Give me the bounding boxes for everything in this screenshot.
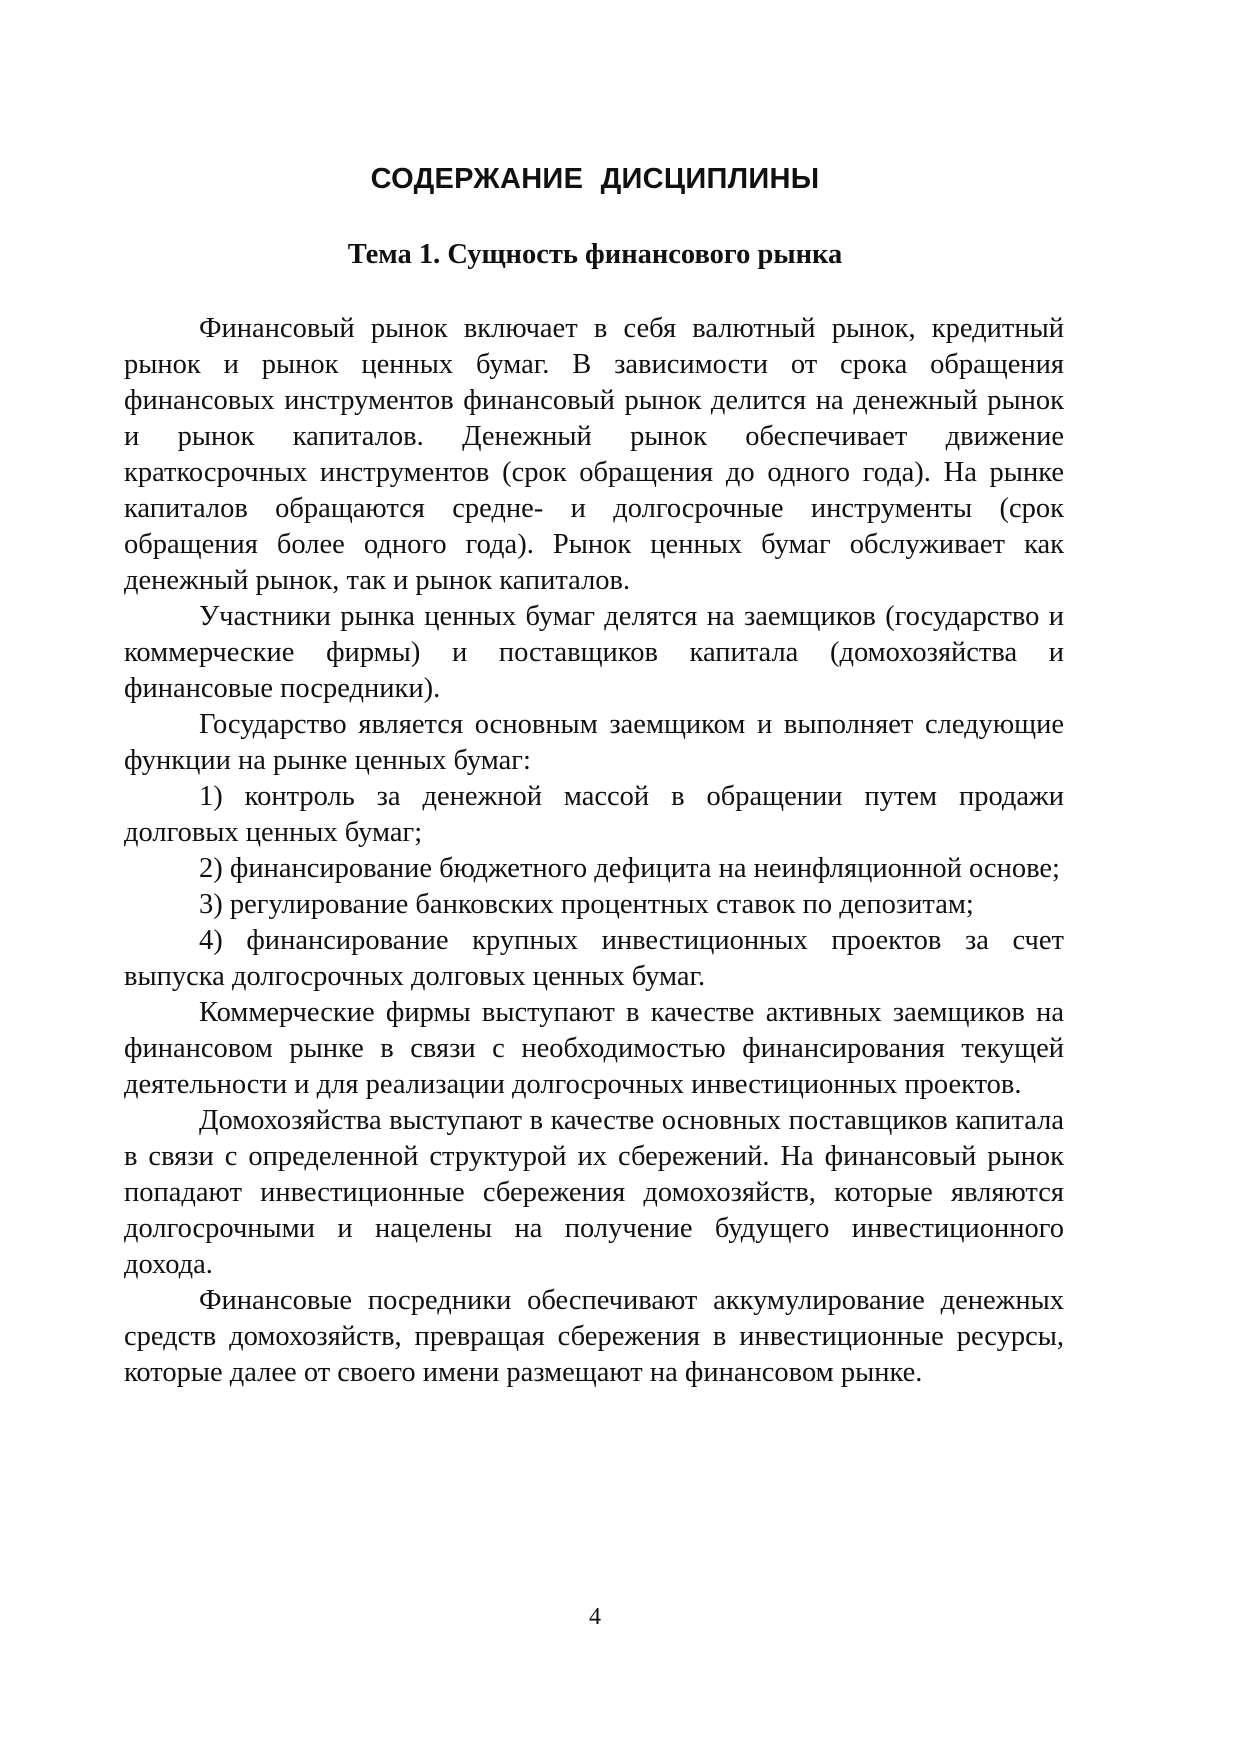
body-text <box>124 311 1064 1391</box>
paragraph-participants: Участники рынка ценных бумаг делятся на заемщиков (государство и коммерческие фирмы) и поставщиков капитала (домохозяйства и финансовые посредники). <box>124 601 1064 704</box>
list-item-function-3: 3) регулирование банковских процентных ставок по депозитам; <box>199 889 974 920</box>
paragraph-financial-market: Финансовый рынок включает в себя валютный рынок, кредитный рынок и рынок ценных бумаг. В зависимости от срока обращения финансовых инструментов финансовый рынок делится на денежный рынок и рынок капиталов. Денежный рынок обеспечивает движение краткосрочных инструментов (срок обращения до одного года). На рынке капиталов обращаются средне- и долгосрочные инструменты (срок обращения более одного года). Рынок ценных бумаг обслуживает как денежный рынок, так и рынок капиталов. <box>124 313 1064 596</box>
list-item-function-4: 4) финансирование крупных инвестиционных проектов за счет выпуска долгосрочных долговых ценных бумаг. <box>124 925 1064 992</box>
list-item-function-2: 2) финансирование бюджетного дефицита на неинфляционной основе; <box>199 853 1060 884</box>
topic-title: Тема 1. Сущность финансового рынка <box>347 239 843 270</box>
paragraph-state-functions-intro: Государство является основным заемщиком и выполняет следующие функции на рынке ценных бумаг: <box>124 709 1064 776</box>
paragraph-intermediaries: Финансовые посредники обеспечивают аккумулирование денежных средств домохозяйств, превращая сбережения в инвестиционные ресурсы, которые далее от своего имени размещают на финансовом рынке. <box>124 1285 1064 1388</box>
page-number: 4 <box>589 1604 601 1630</box>
section-title: СОДЕРЖАНИЕ ДИСЦИПЛИНЫ <box>370 163 820 195</box>
paragraph-households: Домохозяйства выступают в качестве основных поставщиков капитала в связи с определенной структурой их сбережений. На финансовый рынок попадают инвестиционные сбережения домохозяйств, которые являются долгосрочными и нацелены на получение будущего инвестиционного дохода. <box>124 1105 1064 1280</box>
paragraph-commercial-firms: Коммерческие фирмы выступают в качестве активных заемщиков на финансовом рынке в связи с необходимостью финансирования текущей деятельности и для реализации долгосрочных инвестиционных проектов. <box>124 997 1064 1100</box>
list-item-function-1: 1) контроль за денежной массой в обращении путем продажи долговых ценных бумаг; <box>124 781 1064 848</box>
